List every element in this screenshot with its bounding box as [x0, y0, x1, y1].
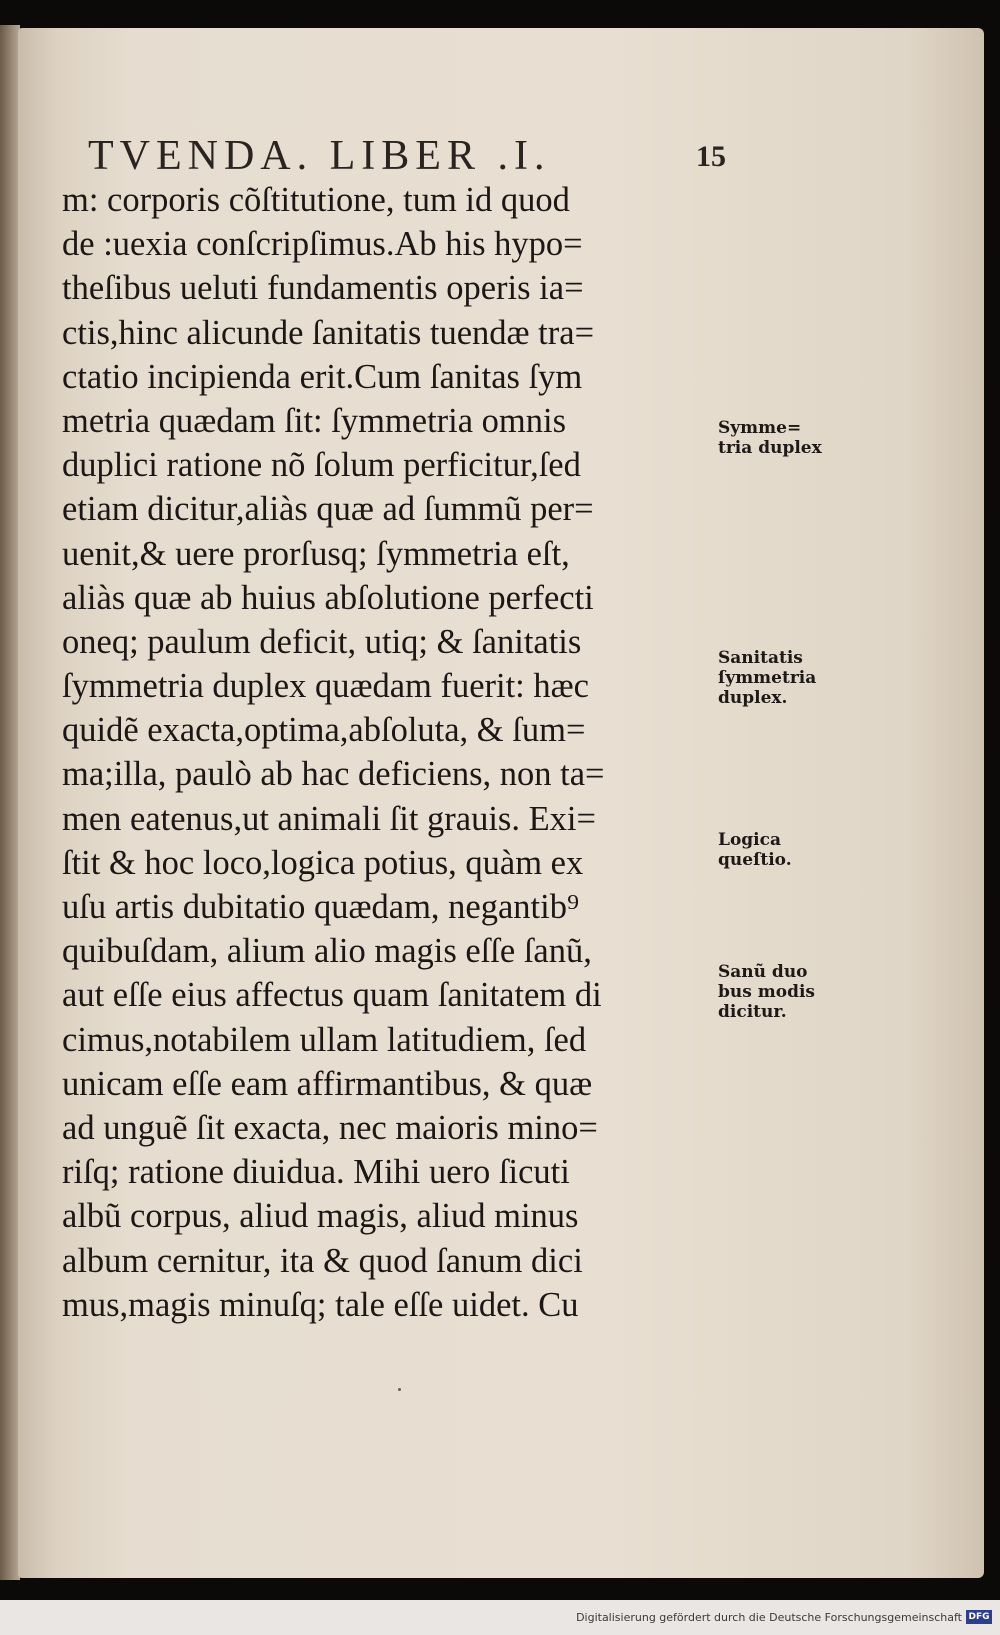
text-line: aliàs quæ ab huius abſolutione perfecti	[62, 578, 594, 617]
text-line: theſibus ueluti fundamentis operis ia=	[62, 269, 584, 308]
text-line: uſu artis dubitatio quædam, negantib⁹	[62, 888, 579, 926]
running-head	[88, 104, 748, 179]
text-line: uenit,& uere prorſusq; ſymmetria eſt,	[62, 534, 570, 573]
text-line: mus,magis minuſq; tale eſſe uidet. Cu	[62, 1285, 579, 1324]
digitization-credit: Digitalisierung gefördert durch die Deutsche Forschungsgemeinschaft	[576, 1611, 962, 1624]
text-line: quibuſdam, alium alio magis eſſe ſanũ,	[62, 932, 592, 971]
page-number: 15	[696, 140, 726, 173]
margin-note-line: queſtio.	[718, 850, 792, 870]
text-line: cimus,notabilem ullam latitudiem, ſed	[62, 1020, 587, 1059]
text-line: ſymmetria duplex quædam fuerit: hæc	[62, 667, 589, 706]
dfg-logo-icon: DFG	[966, 1610, 992, 1624]
margin-note-healthy-two-ways	[718, 962, 853, 1022]
margin-note-line: Logica	[718, 830, 782, 850]
book-spine-edge	[0, 25, 20, 1580]
text-line: ctis,hinc alicunde ſanitatis tuendæ tra=	[62, 313, 595, 352]
text-line: etiam dicitur,aliàs quæ ad ſummũ per=	[62, 490, 594, 529]
text-line: ad unguẽ ſit exacta, nec maioris mino=	[62, 1108, 598, 1147]
text-line: de :uexia conſcripſimus.Ab his hypo=	[62, 225, 583, 264]
text-line: ctatio incipienda erit.Cum ſanitas ſym	[62, 357, 583, 396]
text-line: aut eſſe eius affectus quam ſanitatem di	[62, 976, 602, 1015]
text-line: duplici ratione nõ ſolum perficitur,ſed	[62, 446, 581, 485]
margin-note-line: duplex.	[718, 688, 788, 708]
margin-note-line: ſymmetria	[718, 668, 817, 688]
text-line: ma;illa, paulò ab hac deficiens, non ta=	[62, 755, 605, 794]
margin-note-line: Symme=	[718, 418, 802, 438]
digitization-footer	[0, 1600, 1000, 1635]
margin-note-line: dicitur.	[718, 1002, 787, 1022]
text-line: riſq; ratione diuidua. Mihi uero ſicuti	[62, 1153, 570, 1192]
margin-note-line: Sanũ duo	[718, 962, 808, 982]
margin-note-symmetry	[718, 418, 853, 458]
body-text	[62, 178, 712, 1327]
text-line: albũ corpus, aliud magis, aliud minus	[62, 1197, 579, 1236]
text-line: m: corporis cõſtitutione, tum id quod	[62, 181, 570, 219]
text-line: album cernitur, ita & quod ſanum dici	[62, 1241, 583, 1280]
margin-note-health-symmetry	[718, 648, 853, 708]
margin-note-line: bus modis	[718, 982, 815, 1002]
text-line: quidẽ exacta,optima,abſoluta, & ſum=	[62, 711, 586, 750]
text-line: oneq; paulum deficit, utiq; & ſanitatis	[62, 622, 582, 661]
margin-note-line: tria duplex	[718, 438, 822, 458]
margin-note-logical-question	[718, 830, 853, 870]
text-line: ſtit & hoc loco,logica potius, quàm ex	[62, 843, 584, 882]
margin-note-line: Sanitatis	[718, 648, 803, 668]
text-line: men eatenus,ut animali ſit grauis. Exi=	[62, 799, 596, 838]
text-line: unicam eſſe eam affirmantibus, & quæ	[62, 1064, 593, 1103]
running-title: TVENDA. LIBER .I.	[88, 133, 551, 179]
text-line: metria quædam ſit: ſymmetria omnis	[62, 401, 567, 440]
paper-speck	[398, 1388, 401, 1391]
